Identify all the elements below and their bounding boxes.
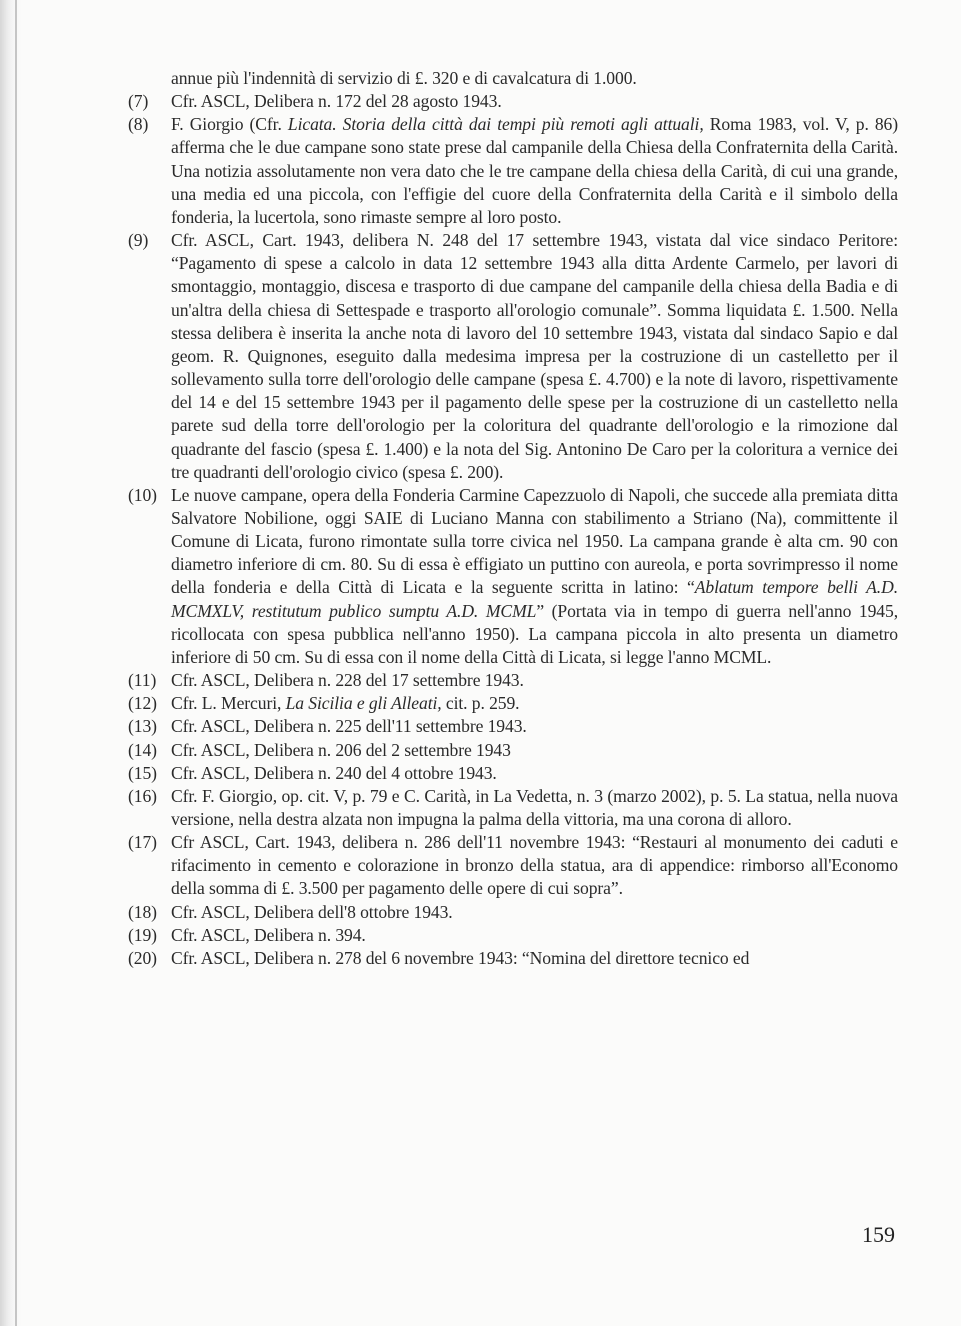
footnote-text [171, 692, 898, 715]
text-run: Cfr. ASCL, Delibera n. 240 del 4 ottobre 1943. [171, 762, 497, 783]
footnote [128, 901, 898, 924]
footnote [128, 669, 898, 692]
text-run: Cfr. ASCL, Delibera n. 172 del 28 agosto 1943. [171, 91, 502, 112]
footnote-number: (7) [128, 91, 149, 112]
footnote-text [171, 715, 898, 738]
text-run: cit. p. 259. [441, 693, 520, 714]
footnote [128, 785, 898, 831]
footnote-text [171, 113, 898, 229]
footnote-number: (13) [128, 716, 157, 737]
footnote-number: (12) [128, 693, 157, 714]
footnote-text [171, 669, 898, 692]
text-run: F. Giorgio (Cfr. [171, 114, 288, 135]
footnote-number: (9) [128, 230, 149, 251]
text-run: Cfr. ASCL, Delibera n. 228 del 17 settembre 1943. [171, 670, 524, 691]
italic-title: Licata. Storia della città dai tempi più remoti agli attuali, [287, 114, 704, 135]
footnote [128, 831, 898, 900]
text-run: Cfr. F. Giorgio, op. cit. V, p. 79 e C. Carità, in La Vedetta, n. 3 (marzo 2002), p. 5. La statua, nella nuova versione, nella destra alzata non impugna la palma della vittoria, ma una corona di alloro. [171, 785, 898, 829]
binding-line [15, 0, 17, 1326]
footnote-number: (17) [128, 832, 157, 853]
text-run: Cfr. ASCL, Delibera n. 278 del 6 novembre 1943: “Nomina del direttore tecnico ed [171, 947, 750, 968]
italic-title: Ablatum tempore belli A.D. MCMXLV, restitutum publico sumptu A.D. MCML [171, 577, 898, 621]
footnote-number: (11) [128, 670, 157, 691]
text-run: Cfr. ASCL, Cart. 1943, delibera N. 248 del 17 settembre 1943, vistata dal vice sindaco Peritore: “Pagamento di spese a calcolo in data 12 settembre 1943 alla ditta Ardente Carmelo, per lavori di smontaggio, montaggio, discesa e trasporto di due campane del campanile della chiesa della Badia e di un'altra della chiesa di Settespade e trasporto all'orologio comunale”. Somma liquidata £. 1.500. Nella stessa delibera è inserita la anche nota di lavoro del 10 settembre 1943, vistata dal sindaco Sapio e dal geom. R. Quignones, eseguito dalla medesima impresa per la costruzione di un castelletto per il sollevamento sulla torre dell'orologio delle campane (spesa £. 4.700) e la note di lavoro, rispettivamente del 14 e del 15 settembre 1943 per il pagamento delle spese per la costruzione di un castelletto nella parete sud della torre dell'orologio per la coloritura del quadrante dell'orologio e la rimozione dal quadrante del fascio (spesa £. 1.400) e la nota del Sig. Antonino De Caro per la coloritura a vernice dei tre quadranti dell'orologio civico (spesa £. 200). [171, 230, 898, 482]
footnote [128, 484, 898, 669]
footnote [128, 739, 898, 762]
text-run: ” (Portata via in tempo di guerra nell'anno 1945, ricollocata con spesa pubblica nell'anno 1950). La campana piccola in alto presenta un diametro inferiore di 50 cm. Su di essa con il nome della Città di Licata, si legge l'anno MCML. [171, 600, 898, 667]
text-run: Cfr. ASCL, Delibera n. 225 dell'11 settembre 1943. [171, 716, 527, 737]
footnote-text [171, 947, 898, 970]
footnote-text [171, 739, 898, 762]
footnote [128, 90, 898, 113]
footnote-text [171, 831, 898, 900]
binding-shadow [0, 0, 22, 1326]
notes-list [128, 90, 898, 970]
footnote [128, 229, 898, 484]
footnote [128, 715, 898, 738]
footnote [128, 113, 898, 229]
text-run: Le nuove campane, opera della Fonderia Carmine Capezzuolo di Napoli, che succede alla premiata ditta Salvatore Nobilione, oggi SAIE di Luciano Manna con stabilimento a Striano (Na), committente il Comune di Licata, furono rimontate sulla torre civica nel 1950. La campana grande è alta cm. 90 con diametro inferiore di cm. 80. Su di essa è effigiato un puttino con aureola, e porta sovrimpresso il nome della fonderia e della Città di Licata e la seguente scritta in latino: “ [171, 484, 898, 598]
page-number: 159 [862, 1222, 895, 1247]
footnote-text [171, 785, 898, 831]
footnote-text [171, 484, 898, 669]
text-run: Roma 1983, vol. V, p. 86) afferma che le due campane sono state prese dal campanile della Chiesa della Confraternita della Carità. Una notizia assolutamente non vera dato che le tre campane della chiesa della Carità, di cui una grande, una media ed una piccola, con l'effigie del cuore della Confraternita della Carità e il simbolo della fonderia, la lucertola, sono rimaste sempre al loro posto. [171, 114, 899, 227]
footnote [128, 924, 898, 947]
footnote-number: (19) [128, 924, 157, 945]
footnote-number: (18) [128, 901, 157, 922]
text-run: Cfr. L. Mercuri, [171, 693, 286, 714]
footnote-number: (8) [128, 114, 149, 135]
footnote [128, 762, 898, 785]
continuation-line: annue più l'indennità di servizio di £. 320 e di cavalcatura di 1.000. [171, 68, 637, 88]
text-run: Cfr. ASCL, Delibera n. 394. [171, 924, 366, 945]
footnote-number: (15) [128, 762, 157, 783]
footnote-text [171, 901, 898, 924]
footnote-number: (14) [128, 739, 157, 760]
italic-title: La Sicilia e gli Alleati, [285, 693, 442, 714]
footnote-text [171, 924, 898, 947]
footnote-number: (10) [128, 484, 157, 505]
text-run: Cfr. ASCL, Delibera dell'8 ottobre 1943. [171, 901, 453, 922]
footnote-text [171, 762, 898, 785]
footnote-number: (20) [128, 947, 157, 968]
footnotes-block [128, 67, 898, 970]
text-run: Cfr. ASCL, Delibera n. 206 del 2 settembre 1943 [171, 739, 511, 760]
footnote-text [171, 90, 898, 113]
text-run: Cfr ASCL, Cart. 1943, delibera n. 286 dell'11 novembre 1943: “Restauri al monumento dei caduti e rifacimento in cemento e colorazione in bronzo della statua, ara di appendice: rimborso all'Economo della somma di £. 3.500 per pagamento delle opere di cui sopra”. [171, 832, 898, 899]
footnote-text [171, 229, 898, 484]
footnote-number: (16) [128, 785, 157, 806]
footnote [128, 947, 898, 970]
footnote [128, 692, 898, 715]
